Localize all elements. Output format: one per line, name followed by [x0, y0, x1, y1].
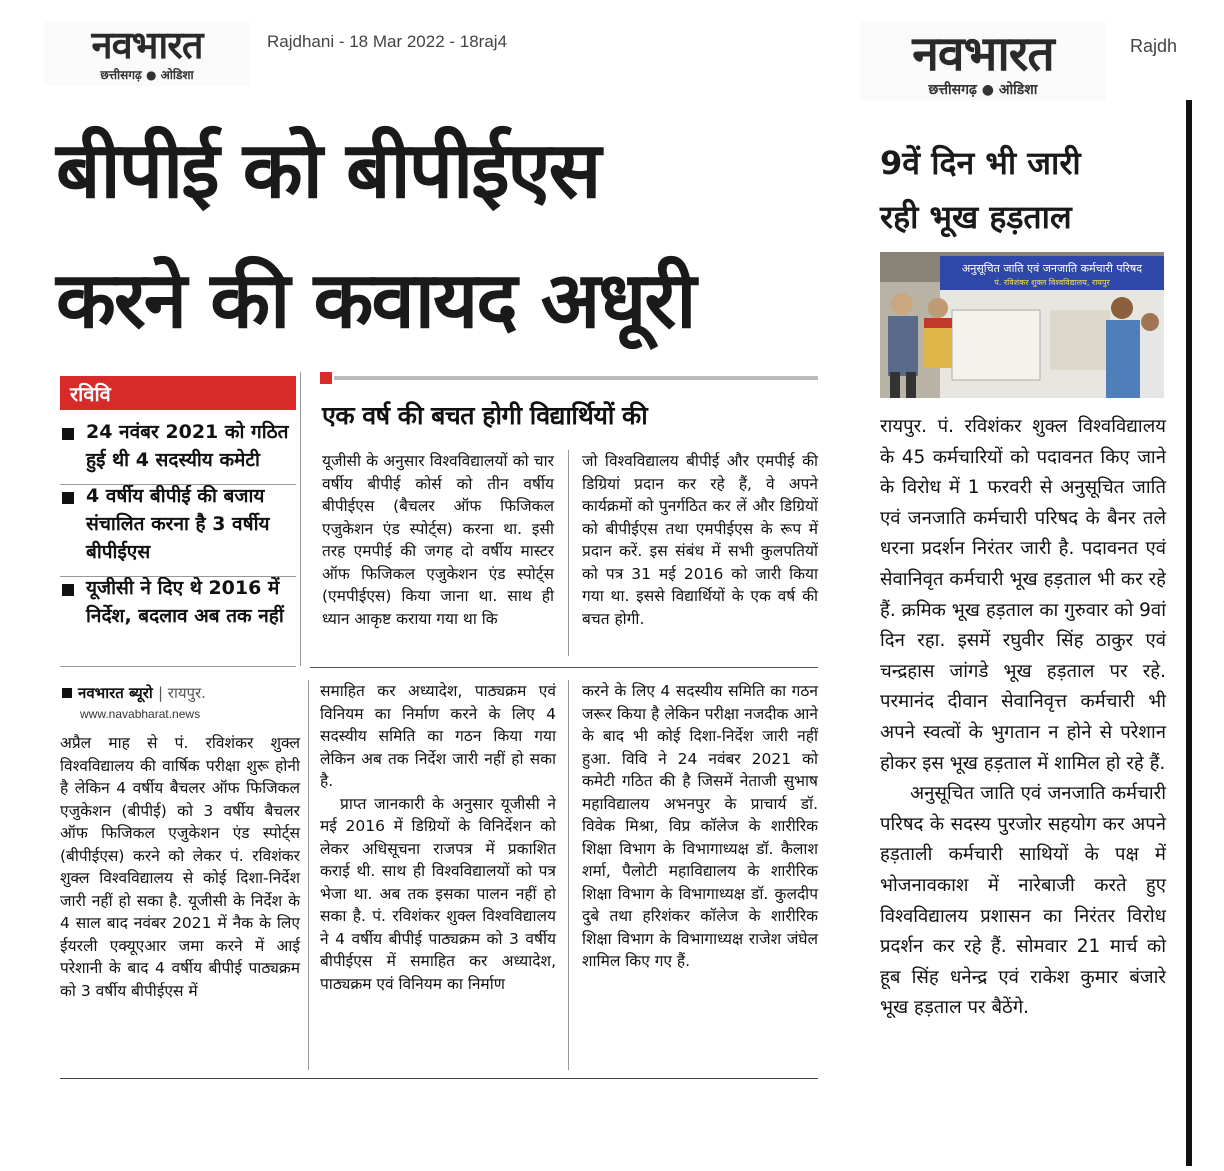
right-headline — [880, 136, 1170, 244]
website-link[interactable]: www.navabharat.news — [80, 707, 201, 721]
section-tag: रविवि — [60, 376, 296, 410]
right-headline-line-1: 9वें दिन भी जारी — [880, 144, 1081, 182]
masthead-logo-right — [860, 22, 1106, 100]
sub-column-1: यूजीसी के अनुसार विश्वविद्यालयों को चार वर्षीय बीपीई कोर्स को तीन वर्षीय बीपीईएस (बैचलर ऑफ फिजिकल एजुकेशन एंड स्पोर्ट्स) करना था. इसी तरह एमपीई की जगह दो वर्षीय मास्टर ऑफ फिजिकल एजुकेशन एंड स्पोर्ट्स (एमपीईएस) किया जाना था. साथ ही ध्यान आकृष्ट कराया गया था कि — [322, 452, 554, 628]
divider — [60, 666, 296, 667]
right-headline-line-2: रही भूख हड़ताल — [880, 198, 1072, 236]
paragraph: रायपुर. पं. रविशंकर शुक्ल विश्वविद्यालय के 45 कर्मचारियों को पदावनत किए जाने के विरोध में 1 फरवरी से अनुसूचित जाति एवं जनजाति कर्मचारी परिषद के बैनर तले धरना प्रदर्शन निरंतर जारी है. पदावनत एवं सेवानिवृत कर्मचारी भूख हड़ताल भी कर रहे हैं. क्रमिक भूख हड़ताल का गुरुवार को 9वां दिन रहा. इसमें रघुवीर सिंह ठाकुर एवं चन्द्रहास जांगडे भूख हड़ताल पर रहे. परमानंद दीवान सेवानिवृत्त कर्मचारी भी अपने स्वत्वों के भुगतान न होने से परेशान होकर इस भूख हड़ताल में शामिल हो रहे हैं. — [880, 416, 1166, 774]
divider — [310, 667, 818, 668]
subheadline: एक वर्ष की बचत होगी विद्यार्थियों की — [322, 401, 648, 430]
news-photo — [880, 252, 1164, 398]
paragraph: समाहित कर अध्यादेश, पाठ्यक्रम एवं विनियम का निर्माण करने के लिए 4 सदस्यीय समिति का गठन किया गया लेकिन अब तक निर्देश जारी नहीं हो सका है. — [320, 682, 556, 790]
photo-illustration — [880, 252, 1164, 398]
photo-banner-subtext: पं. रविशंकर शुक्ल विश्वविद्यालय, रायपुर — [994, 278, 1110, 287]
body-column-1: अप्रैल माह से पं. रविशंकर शुक्ल विश्वविद्यालय की वार्षिक परीक्षा शुरू होनी है लेकिन 4 वर्षीय बैचलर ऑफ फिजिकल एजुकेशन (बीपीई) को 3 वर्षीय बैचलर ऑफ फिजिकल एजुकेशन एंड स्पोर्ट्स (बीपीईएस) करने को लेकर पं. रविशंकर शुक्ल विश्वविद्यालय से कोई दिशा-निर्देश जारी नहीं हो सका है. यूजीसी के निर्देश के 4 साल बाद नवंबर 2021 में नैक के लिए ईयरली एक्यूएआर जमा करने में आई परेशानी के बाद 4 वर्षीय बीपीई पाठ्यक्रम को 3 वर्षीय बीपीईएस में — [60, 734, 300, 1000]
highlights-list — [60, 418, 300, 638]
body-column-2 — [320, 680, 556, 995]
highlight-item: यूजीसी ने दिए थे 2016 में निर्देश, बदलाव अब तक नहीं — [60, 574, 300, 630]
photo-banner-text: अनुसूचित जाति एवं जनजाति कर्मचारी परिषद — [961, 262, 1143, 275]
highlight-item: 4 वर्षीय बीपीई की बजाय संचालित करना है 3 वर्षीय बीपीईएस — [60, 482, 300, 566]
masthead-subtitle: छत्तीसगढ़ ● ओडिशा — [928, 82, 1038, 98]
highlight-item: 24 नवंबर 2021 को गठित हुई थी 4 सदस्यीय कमेटी — [60, 418, 300, 474]
edition-label: Rajdh — [1130, 36, 1178, 56]
edition-label: Rajdhani - 18 Mar 2022 - 18raj4 — [267, 32, 508, 51]
masthead-logo-text: नवभारत — [912, 26, 1054, 82]
byline-city: | रायपुर. — [157, 684, 206, 702]
divider — [60, 1078, 818, 1079]
masthead-subtitle: छत्तीसगढ़ ● ओडिशा — [100, 68, 194, 82]
divider — [60, 576, 296, 577]
sub-column-2: जो विश्वविद्यालय बीपीई और एमपीई की डिग्रियां प्रदान कर रहे हैं, वे अपने कार्यक्रमों को पुनर्गठित कर लें और डिग्रियों को बीपीईएस तथा एमपीईएस के रूप में प्रदान करें. इस संबंध में सभी कुलपतियों को पत्र 31 मई 2016 को जारी किया गया था. इससे विद्यार्थियों के एक वर्ष की बचत होगी. — [582, 452, 818, 628]
divider — [334, 376, 818, 380]
headline-line-1: बीपीई को बीपीईएस — [56, 126, 600, 216]
masthead-logo-text: नवभारत — [91, 23, 203, 67]
divider — [300, 372, 301, 666]
byline — [62, 683, 206, 703]
divider — [308, 680, 309, 1070]
paragraph: अनुसूचित जाति एवं जनजाति कर्मचारी परिषद के सदस्य पुरजोर सहयोग कर अपने हड़ताली कर्मचारी साथियों के पक्ष में भोजनावकाश में नारेबाजी करते हुए विश्वविद्यालय प्रशासन का निरंतर विरोध प्रदर्शन कर रहे हैं. सोमवार 21 मार्च को हूब सिंह धनेन्द्र एवं राकेश कुमार बंजारे भूख हड़ताल पर बैठेंगे. — [880, 783, 1166, 1019]
page-edge-bar — [1186, 100, 1192, 1166]
section-marker-icon — [320, 372, 332, 384]
bullet-square-icon — [62, 688, 72, 698]
body-column-3: करने के लिए 4 सदस्यीय समिति का गठन जरूर किया है लेकिन परीक्षा नजदीक आने के बाद भी कोई दिशा-निर्देश जारी नहीं हुआ. विवि ने 24 नवंबर 2021 को कमेटी गठित की है जिसमें नेताजी सुभाष महाविद्यालय अभनपुर के प्राचार्य डॉ. विवेक मिश्रा, विप्र कॉलेज के शारीरिक शिक्षा विभाग के विभागाध्यक्ष डॉ. कैलाश शर्मा, पैलोटी महाविद्यालय के शारीरिक शिक्षा विभाग के विभागाध्यक्ष डॉ. कुलदीप दुबे तथा हरिशंकर कॉलेज के शारीरिक शिक्षा विभाग के विभागाध्यक्ष राजेश जंघेल शामिल किए गए हैं. — [582, 682, 818, 970]
masthead-logo-left — [44, 22, 250, 86]
divider — [60, 484, 296, 485]
right-article-body — [880, 412, 1166, 1024]
divider — [568, 680, 569, 1070]
headline-line-2: करने की कवायद अधूरी — [56, 256, 695, 346]
headline — [56, 106, 826, 366]
divider — [568, 450, 569, 656]
paragraph: प्राप्त जानकारी के अनुसार यूजीसी ने मई 2016 में डिग्रियों के विनिर्देशन को लेकर अधिसूचना राजपत्र में प्रकाशित कराई थी. साथ ही विश्वविद्यालयों को पत्र भेजा था. अब तक इसका पालन नहीं हो सका है. पं. रविशंकर शुक्ल विश्वविद्यालय ने 4 वर्षीय बीपीई पाठ्यक्रम को 3 वर्षीय बीपीईएस में समाहित कर अध्यादेश, पाठ्यक्रम एवं विनियम का निर्माण — [320, 794, 556, 993]
byline-bureau: नवभारत ब्यूरो — [78, 684, 153, 702]
